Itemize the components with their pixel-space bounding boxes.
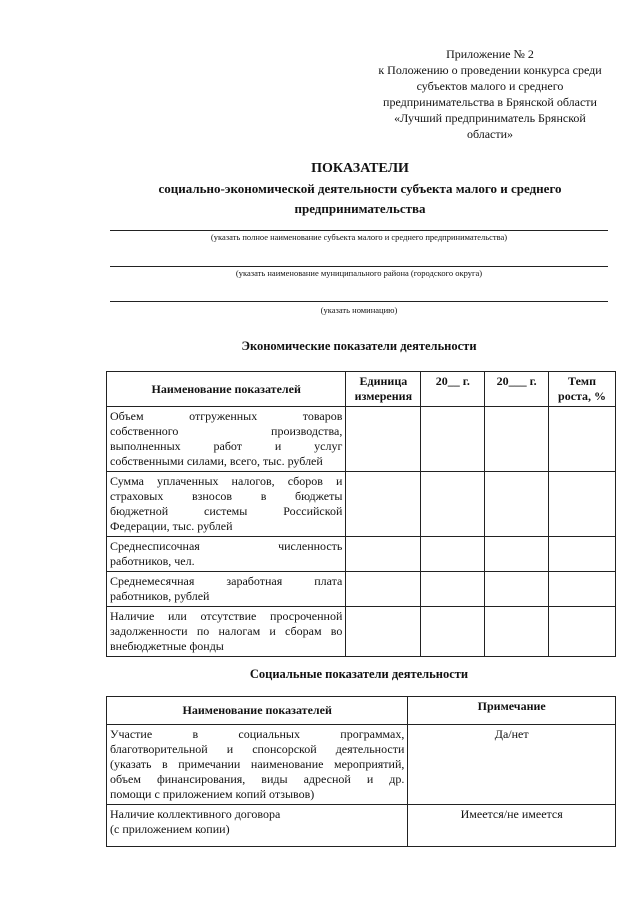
year2-cell[interactable] <box>485 607 549 657</box>
unit-cell[interactable] <box>346 572 421 607</box>
document-title <box>110 159 610 219</box>
rate-cell[interactable] <box>549 607 616 657</box>
note-cell[interactable]: Имеется/не имеется <box>408 805 616 847</box>
unit-cell[interactable] <box>346 472 421 537</box>
table-header-row <box>107 372 616 407</box>
appendix-line: к Положению о проведении конкурса среди <box>378 63 602 77</box>
year1-cell[interactable] <box>421 607 485 657</box>
rate-cell[interactable] <box>549 472 616 537</box>
header-name: Наименование показателей <box>107 697 408 725</box>
district-line <box>110 266 608 267</box>
year1-cell[interactable] <box>421 572 485 607</box>
table-row <box>107 407 616 472</box>
header-rate: Темп роста, % <box>549 372 616 407</box>
appendix-line: области» <box>466 127 514 141</box>
table-row <box>107 725 616 805</box>
appendix-line: Приложение № 2 <box>446 47 534 61</box>
indicator-name: Среднемесячная заработная плата работников, рублей <box>107 572 346 607</box>
year1-cell[interactable] <box>421 472 485 537</box>
year1-cell[interactable] <box>421 407 485 472</box>
header-year1: 20__ г. <box>421 372 485 407</box>
header-year2: 20___ г. <box>485 372 549 407</box>
unit-cell[interactable] <box>346 537 421 572</box>
table-row <box>107 607 616 657</box>
nomination-line <box>110 301 608 302</box>
indicator-name: Сумма уплаченных налогов, сборов и страховых взносов в бюджеты бюджетной системы Российской Федерации, тыс. рублей <box>107 472 346 537</box>
social-indicators-table <box>106 696 616 847</box>
indicator-name: Наличие или отсутствие просроченной задолженности по налогам и сборам во внебюджетные фонды <box>107 607 346 657</box>
economic-section-title: Экономические показатели деятельности <box>241 339 477 353</box>
appendix-line: субъектов малого и среднего <box>416 79 564 93</box>
appendix-line: «Лучший предприниматель Брянской <box>394 111 586 125</box>
table-row <box>107 805 616 847</box>
indicator-name: Наличие коллективного договора (с приложением копии) <box>107 805 408 847</box>
nomination-hint: (указать номинацию) <box>320 305 398 315</box>
table-row <box>107 572 616 607</box>
rate-cell[interactable] <box>549 537 616 572</box>
rate-cell[interactable] <box>549 572 616 607</box>
table-header-row <box>107 697 616 725</box>
unit-cell[interactable] <box>346 407 421 472</box>
year2-cell[interactable] <box>485 537 549 572</box>
indicator-name: Среднесписочная численность работников, чел. <box>107 537 346 572</box>
rate-cell[interactable] <box>549 407 616 472</box>
entity-name-hint: (указать полное наименование субъекта малого и среднего предпринимательства) <box>210 232 508 242</box>
economic-indicators-table <box>106 371 616 657</box>
year2-cell[interactable] <box>485 572 549 607</box>
title-main: ПОКАЗАТЕЛИ <box>311 161 409 176</box>
header-unit: Единица измерения <box>346 372 421 407</box>
header-name: Наименование показателей <box>107 372 346 407</box>
district-hint: (указать наименование муниципального района (городского округа) <box>235 268 483 278</box>
appendix-header <box>360 46 620 142</box>
year2-cell[interactable] <box>485 407 549 472</box>
indicator-name: Объем отгруженных товаров собственного производства, выполненных работ и услуг собственными силами, всего, тыс. рублей <box>107 407 346 472</box>
year1-cell[interactable] <box>421 537 485 572</box>
appendix-line: предпринимательства в Брянской области <box>383 95 597 109</box>
unit-cell[interactable] <box>346 607 421 657</box>
indicator-name: Участие в социальных программах, благотворительной и спонсорской деятельности (указать в примечании наименование мероприятий, объем финансирования, виды адресной и др. помощи с приложением копий отзывов) <box>107 725 408 805</box>
entity-name-line <box>110 230 608 231</box>
table-row <box>107 472 616 537</box>
title-line: предпринимательства <box>294 201 426 216</box>
title-line: социально-экономической деятельности субъекта малого и среднего <box>158 181 562 196</box>
header-note: Примечание <box>408 697 616 725</box>
social-section-title: Социальные показатели деятельности <box>249 667 469 681</box>
year2-cell[interactable] <box>485 472 549 537</box>
table-row <box>107 537 616 572</box>
note-cell[interactable]: Да/нет <box>408 725 616 805</box>
